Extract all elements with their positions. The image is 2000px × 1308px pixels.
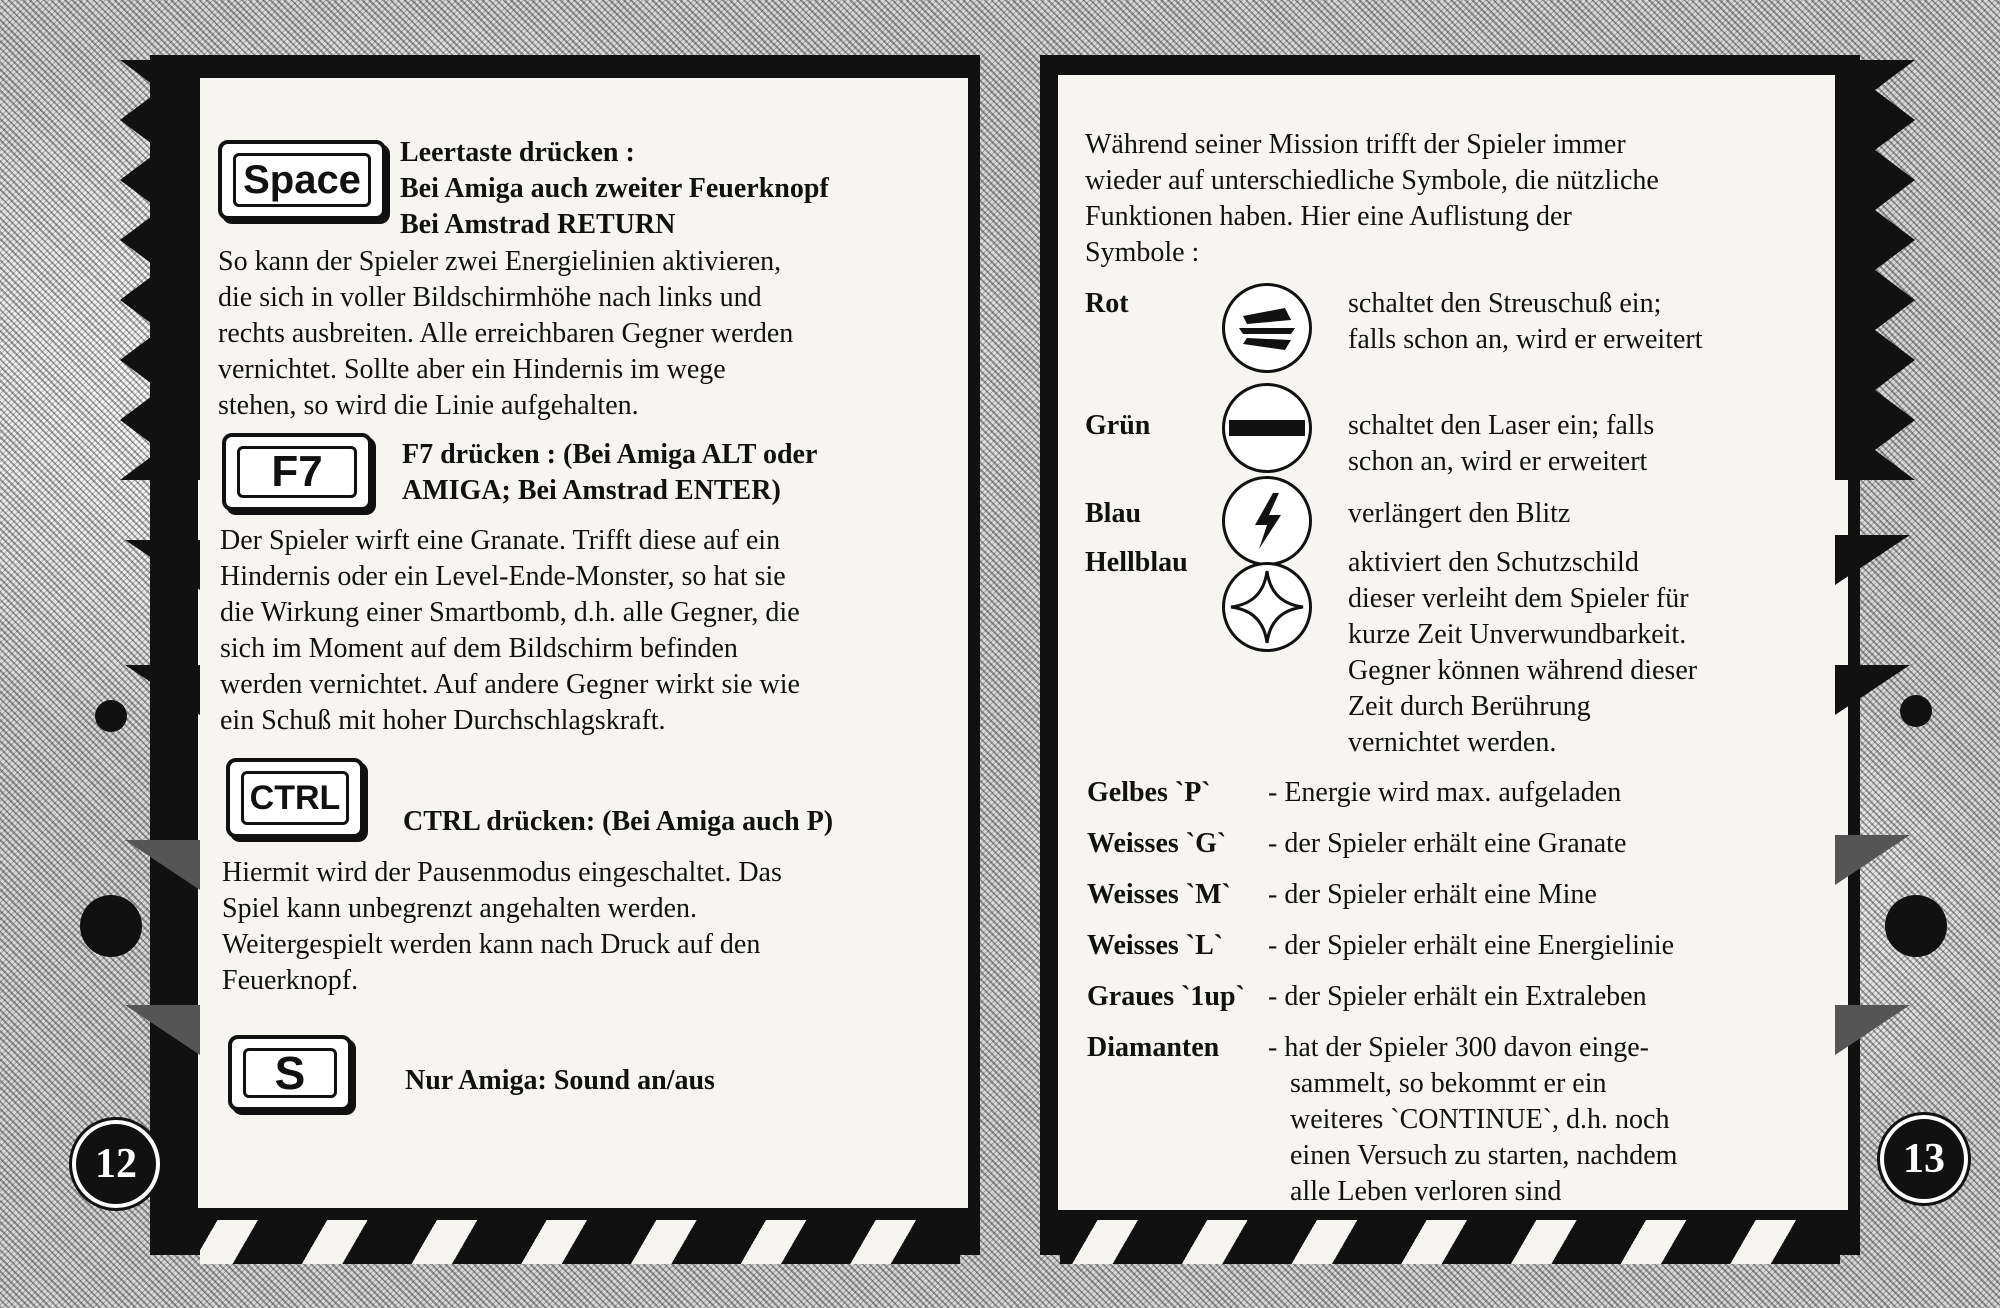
- desc-line: Gegner können während dieser: [1348, 655, 1698, 686]
- s-key-label: S: [243, 1048, 337, 1098]
- symbol-desc-hellblau: [1348, 545, 1788, 761]
- page-number-left: 12: [72, 1120, 160, 1208]
- space-heading-line: Leertaste drücken :: [400, 137, 635, 168]
- symbol-desc-gelbes-p: - Energie wird max. aufgeladen: [1268, 777, 1622, 808]
- space-description: [218, 244, 898, 424]
- laser-bar-icon: [1222, 383, 1312, 473]
- desc-line: alle Leben verloren sind: [1290, 1176, 1562, 1207]
- symbol-name-gelbes-p: Gelbes `P`: [1087, 777, 1211, 808]
- desc-line: vernichtet werden.: [1348, 727, 1557, 758]
- body-line: Weitergespielt werden kann nach Druck auf den: [222, 929, 761, 960]
- left-bottom-stripe: [200, 1220, 960, 1264]
- f7-key-label: F7: [237, 446, 357, 498]
- left-triangle-2: [125, 665, 200, 715]
- symbol-name-hellblau: Hellblau: [1085, 547, 1188, 578]
- ctrl-description: [222, 855, 900, 999]
- space-key-icon: [218, 140, 386, 220]
- intro-line: Funktionen haben. Hier eine Auflistung der: [1085, 201, 1572, 232]
- body-line: So kann der Spieler zwei Energielinien aktivieren,: [218, 246, 782, 277]
- right-triangle-1: [1835, 535, 1910, 585]
- symbol-name-weisses-l: Weisses `L`: [1087, 930, 1224, 961]
- page-number-right: 13: [1880, 1115, 1968, 1203]
- ctrl-key-label: CTRL: [241, 771, 349, 825]
- left-zigzag-border: [120, 60, 200, 480]
- symbol-desc-weisses-m: - der Spieler erhält eine Mine: [1268, 879, 1597, 910]
- body-line: Feuerknopf.: [222, 965, 359, 996]
- f7-heading: [402, 437, 922, 509]
- symbol-desc-blau: [1348, 496, 1778, 532]
- right-triangle-2: [1835, 665, 1910, 715]
- left-triangle-1: [125, 540, 200, 590]
- right-zigzag-border: [1835, 60, 1915, 480]
- space-heading-line: Bei Amiga auch zweiter Feuerknopf: [400, 173, 829, 204]
- intro-paragraph: [1085, 127, 1763, 271]
- f7-heading-line: AMIGA; Bei Amstrad ENTER): [402, 475, 781, 506]
- symbol-desc-rot: [1348, 286, 1778, 358]
- symbol-desc-diamanten: [1268, 1030, 1788, 1210]
- right-triangle-3: [1835, 835, 1910, 885]
- symbol-desc-graues-1up: - der Spieler erhält ein Extraleben: [1268, 981, 1647, 1012]
- body-line: sich im Moment auf dem Bildschirm befinden: [220, 633, 738, 664]
- body-line: stehen, so wird die Linie aufgehalten.: [218, 390, 639, 421]
- right-bottom-stripe: [1060, 1220, 1840, 1264]
- f7-description: [220, 523, 900, 739]
- f7-key-icon: [222, 433, 372, 511]
- body-line: die Wirkung einer Smartbomb, d.h. alle Gegner, die: [220, 597, 800, 628]
- body-line: Spiel kann unbegrenzt angehalten werden.: [222, 893, 698, 924]
- intro-line: Während seiner Mission trifft der Spieler immer: [1085, 129, 1626, 160]
- desc-line: sammelt, so bekommt er ein: [1290, 1068, 1607, 1099]
- right-triangle-4: [1835, 1005, 1910, 1055]
- body-line: Der Spieler wirft eine Granate. Trifft diese auf ein: [220, 525, 781, 556]
- body-line: ein Schuß mit hoher Durchschlagskraft.: [220, 705, 666, 736]
- desc-line: schaltet den Streuschuß ein;: [1348, 288, 1662, 319]
- desc-line: falls schon an, wird er erweitert: [1348, 324, 1703, 355]
- f7-heading-line: F7 drücken : (Bei Amiga ALT oder: [402, 439, 818, 470]
- lightning-icon: [1222, 476, 1312, 566]
- space-key-label: Space: [233, 153, 371, 207]
- s-key-icon: [228, 1035, 352, 1111]
- s-heading: Nur Amiga: Sound an/aus: [405, 1065, 715, 1096]
- symbol-name-rot: Rot: [1085, 288, 1129, 319]
- body-line: vernichtet. Sollte aber ein Hindernis im wege: [218, 354, 726, 385]
- desc-line: kurze Zeit Unverwundbarkeit.: [1348, 619, 1687, 650]
- desc-line: schaltet den Laser ein; falls: [1348, 410, 1655, 441]
- left-triangle-3: [125, 840, 200, 890]
- body-line: die sich in voller Bildschirmhöhe nach links und: [218, 282, 762, 313]
- space-heading-line: Bei Amstrad RETURN: [400, 209, 676, 240]
- symbol-name-graues-1up: Graues `1up`: [1087, 981, 1245, 1012]
- left-triangle-4: [125, 1005, 200, 1055]
- desc-line: Zeit durch Berührung: [1348, 691, 1591, 722]
- symbol-name-weisses-g: Weisses `G`: [1087, 828, 1227, 859]
- body-line: rechts ausbreiten. Alle erreichbaren Gegner werden: [218, 318, 794, 349]
- symbol-desc-gruen: [1348, 408, 1778, 480]
- left-dot-large: [80, 895, 142, 957]
- desc-line: aktiviert den Schutzschild: [1348, 547, 1639, 578]
- desc-line: einen Versuch zu starten, nachdem: [1290, 1140, 1678, 1171]
- symbol-desc-weisses-g: - der Spieler erhält eine Granate: [1268, 828, 1627, 859]
- desc-line: schon an, wird er erweitert: [1348, 446, 1648, 477]
- symbol-name-weisses-m: Weisses `M`: [1087, 879, 1231, 910]
- body-line: werden vernichtet. Auf andere Gegner wirkt sie wie: [220, 669, 800, 700]
- right-dot-large: [1885, 895, 1947, 957]
- symbol-name-diamanten: Diamanten: [1087, 1032, 1220, 1063]
- ctrl-heading: CTRL drücken: (Bei Amiga auch P): [403, 806, 834, 837]
- body-line: Hindernis oder ein Level-Ende-Monster, so hat sie: [220, 561, 786, 592]
- left-dot-small: [95, 700, 127, 732]
- symbol-name-blau: Blau: [1085, 498, 1142, 529]
- spread-shot-icon: [1222, 283, 1312, 373]
- right-dot-small: [1900, 695, 1932, 727]
- symbol-name-gruen: Grün: [1085, 410, 1151, 441]
- space-heading: [400, 135, 920, 243]
- desc-line: - hat der Spieler 300 davon einge-: [1268, 1032, 1649, 1063]
- intro-line: wieder auf unterschiedliche Symbole, die nützliche: [1085, 165, 1659, 196]
- symbol-desc-weisses-l: - der Spieler erhält eine Energielinie: [1268, 930, 1675, 961]
- desc-line: verlängert den Blitz: [1348, 498, 1571, 529]
- intro-line: Symbole :: [1085, 237, 1200, 268]
- shield-star-icon: [1222, 562, 1312, 652]
- ctrl-key-icon: [226, 758, 364, 838]
- body-line: Hiermit wird der Pausenmodus eingeschaltet. Das: [222, 857, 782, 888]
- desc-line: weiteres `CONTINUE`, d.h. noch: [1290, 1104, 1670, 1135]
- desc-line: dieser verleiht dem Spieler für: [1348, 583, 1689, 614]
